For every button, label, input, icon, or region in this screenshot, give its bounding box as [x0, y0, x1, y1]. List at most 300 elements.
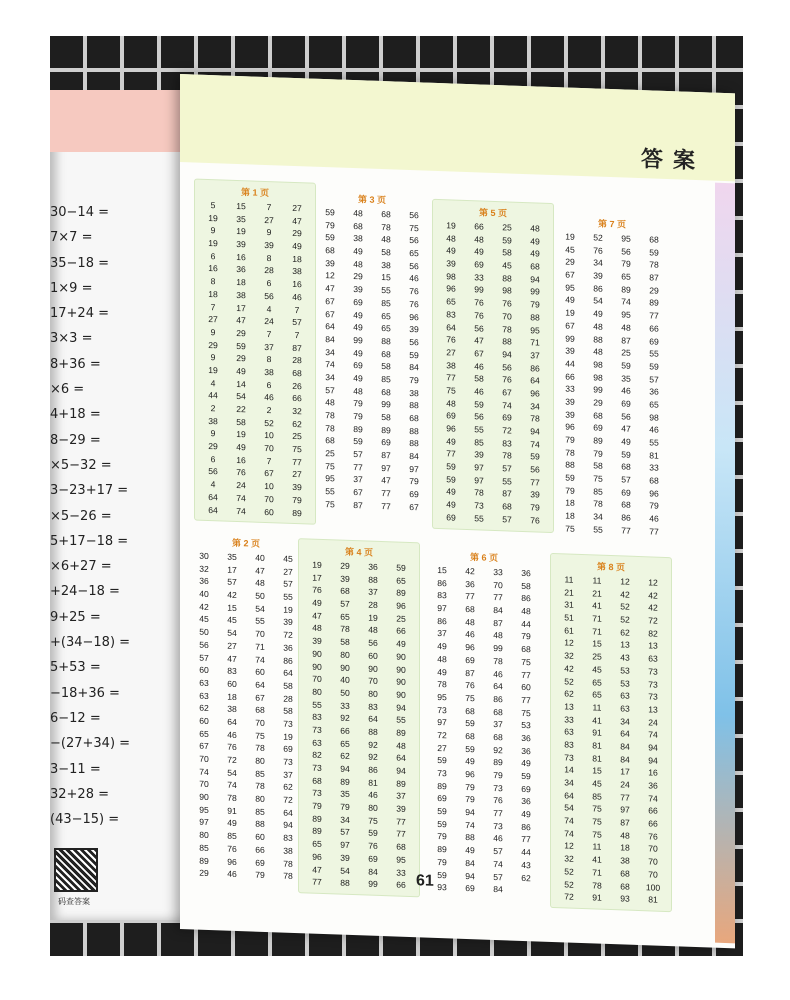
answer-value: 85	[381, 373, 391, 385]
answer-value: 47	[621, 423, 631, 435]
answer-value: 79	[353, 411, 363, 422]
answer-value: 15	[592, 638, 602, 650]
answer-value: 54	[227, 627, 237, 639]
answer-value: 69	[502, 412, 512, 423]
answer-value: 29	[292, 228, 302, 239]
equation: ×6+27 =	[50, 559, 112, 575]
right-page	[180, 74, 735, 948]
answer-value: 88	[502, 273, 512, 284]
answer-value: 48	[353, 258, 363, 270]
answer-value: 59	[565, 472, 575, 483]
answer-value: 57	[292, 317, 302, 328]
answer-value: 72	[502, 425, 512, 436]
answer-value: 73	[283, 718, 293, 729]
equation: 5+17−18 =	[50, 533, 129, 549]
answer-value: 57	[325, 384, 335, 396]
answer-value: 33	[565, 383, 575, 395]
equation: 1×9 =	[50, 280, 93, 296]
answer-value: 77	[493, 808, 503, 819]
answer-value: 55	[649, 348, 659, 359]
answer-value: 13	[620, 639, 630, 651]
answer-value: 58	[502, 247, 512, 258]
answer-value: 48	[621, 322, 631, 333]
answer-value: 68	[465, 705, 475, 716]
answer-value: 37	[368, 586, 378, 598]
answer-value: 49	[474, 246, 484, 257]
answer-value: 74	[502, 399, 512, 411]
answer-value: 59	[446, 461, 456, 472]
answer-value: 15	[381, 272, 391, 283]
answer-value: 90	[396, 651, 406, 662]
answer-value: 89	[312, 826, 322, 837]
answer-value: 83	[502, 437, 512, 449]
answer-value: 6	[266, 379, 272, 390]
equation: (43−15) =	[50, 812, 120, 828]
answer-value: 96	[649, 488, 659, 499]
answer-value: 63	[620, 690, 630, 701]
answer-value: 47	[312, 864, 322, 875]
answer-panel	[186, 530, 306, 887]
answer-value: 66	[648, 805, 658, 817]
answer-value: 22	[236, 403, 246, 415]
answer-value: 96	[465, 768, 475, 780]
answer-value: 77	[381, 500, 391, 512]
answer-value: 47	[227, 653, 237, 664]
answer-value: 34	[530, 400, 540, 412]
answer-value: 83	[564, 739, 574, 750]
answer-value: 39	[340, 573, 350, 584]
answer-value: 63	[648, 653, 658, 664]
answer-value: 88	[340, 877, 350, 889]
answer-value: 38	[620, 855, 630, 866]
answer-value: 14	[236, 378, 246, 389]
answer-value: 59	[409, 349, 419, 360]
answer-value: 97	[474, 462, 484, 473]
answer-value: 39	[353, 284, 363, 295]
answer-value: 69	[465, 883, 475, 894]
answer-value: 69	[621, 398, 631, 409]
answer-value: 42	[648, 590, 658, 601]
answer-value: 79	[565, 485, 575, 496]
answer-value: 79	[530, 299, 540, 310]
answer-value: 46	[227, 729, 237, 740]
answer-value: 48	[521, 605, 531, 617]
answer-value: 68	[396, 841, 406, 853]
answer-value: 96	[396, 600, 406, 611]
answer-value: 96	[409, 311, 419, 322]
answer-value: 90	[199, 791, 209, 803]
answer-value: 34	[593, 257, 603, 269]
answer-value: 71	[255, 641, 265, 652]
answer-value: 45	[502, 260, 512, 271]
answer-value: 53	[620, 665, 630, 676]
answer-value: 88	[593, 333, 603, 345]
answer-grid	[555, 573, 667, 907]
answer-value: 55	[396, 714, 406, 726]
answer-value: 39	[565, 396, 575, 407]
answer-value: 89	[199, 855, 209, 866]
answer-value: 68	[649, 234, 659, 245]
answer-value: 35	[236, 213, 246, 224]
answer-value: 73	[648, 678, 658, 690]
answer-value: 89	[621, 284, 631, 295]
answer-value: 95	[325, 473, 335, 484]
answer-value: 73	[493, 782, 503, 793]
answer-value: 47	[255, 565, 265, 576]
answer-value: 9	[210, 352, 216, 363]
answer-value: 37	[493, 719, 503, 730]
answer-value: 36	[521, 732, 531, 744]
answer-value: 6	[210, 250, 216, 261]
answer-value: 75	[592, 816, 602, 827]
answer-value: 19	[283, 731, 293, 742]
answer-value: 48	[353, 208, 363, 219]
answer-value: 74	[199, 766, 209, 777]
answer-value: 70	[502, 311, 512, 322]
answer-value: 36	[465, 578, 475, 589]
answer-value: 90	[396, 664, 406, 675]
answer-value: 36	[368, 561, 378, 572]
answer-value: 46	[409, 273, 419, 284]
answer-value: 97	[620, 804, 630, 816]
answer-value: 59	[465, 743, 475, 754]
answer-value: 81	[592, 740, 602, 751]
answer-value: 48	[593, 346, 603, 357]
answer-value: 78	[255, 742, 265, 754]
answer-value: 50	[255, 590, 265, 602]
answer-value: 18	[565, 497, 575, 509]
answer-value: 69	[621, 487, 631, 498]
answer-value: 90	[312, 648, 322, 659]
answer-value: 45	[592, 664, 602, 675]
answer-value: 18	[565, 510, 575, 521]
answer-value: 56	[409, 336, 419, 348]
answer-value: 46	[227, 868, 237, 880]
answer-value: 90	[396, 676, 406, 688]
answer-value: 12	[564, 840, 574, 852]
answer-value: 65	[340, 611, 350, 622]
answer-value: 68	[381, 348, 391, 359]
answer-value: 59	[474, 398, 484, 410]
answer-value: 56	[264, 290, 274, 302]
answer-value: 65	[199, 728, 209, 739]
answer-value: 79	[493, 769, 503, 781]
answer-value: 83	[446, 309, 456, 320]
answer-value: 69	[368, 853, 378, 864]
answer-value: 78	[255, 781, 265, 792]
answer-value: 42	[199, 601, 209, 612]
answer-value: 49	[236, 365, 246, 377]
answer-value: 86	[530, 362, 540, 374]
answer-value: 94	[340, 763, 350, 774]
answer-value: 76	[409, 286, 419, 297]
answer-value: 49	[530, 235, 540, 247]
answer-value: 68	[649, 475, 659, 486]
answer-value: 84	[465, 857, 475, 869]
answer-value: 65	[592, 689, 602, 700]
answer-value: 39	[264, 240, 274, 251]
answer-value: 2	[266, 405, 272, 416]
answer-value: 78	[283, 870, 293, 882]
answer-value: 66	[474, 221, 484, 232]
answer-value: 32	[199, 563, 209, 574]
answer-value: 83	[227, 665, 237, 677]
answer-value: 32	[564, 650, 574, 661]
answer-value: 7	[294, 304, 300, 315]
answer-value: 75	[592, 829, 602, 840]
answer-value: 6	[266, 278, 272, 289]
answer-value: 68	[292, 367, 302, 379]
answer-value: 69	[521, 783, 531, 794]
answer-value: 98	[593, 371, 603, 383]
answer-value: 33	[474, 272, 484, 283]
answer-value: 81	[368, 777, 378, 788]
answer-value: 30	[199, 550, 209, 562]
answer-value: 75	[325, 498, 335, 510]
answer-value: 50	[199, 626, 209, 638]
equation-list	[50, 200, 200, 832]
answer-value: 98	[502, 285, 512, 297]
answer-value: 42	[620, 589, 630, 600]
answer-value: 16	[208, 263, 218, 274]
answer-value: 57	[340, 827, 350, 838]
answer-value: 62	[564, 688, 574, 699]
answer-value: 55	[593, 524, 603, 535]
answer-value: 36	[283, 642, 293, 653]
answer-value: 56	[621, 246, 631, 257]
answer-value: 60	[368, 650, 378, 661]
equation: 30−14 =	[50, 205, 110, 220]
answer-value: 28	[283, 693, 293, 704]
answer-value: 34	[564, 777, 574, 788]
answer-value: 59	[325, 207, 335, 218]
answer-value: 35	[227, 551, 237, 562]
answer-value: 17	[227, 564, 237, 575]
answer-value: 73	[312, 762, 322, 773]
answer-value: 85	[474, 436, 484, 448]
answer-value: 27	[292, 469, 302, 480]
answer-value: 58	[474, 373, 484, 384]
answer-value: 25	[621, 347, 631, 358]
answer-value: 80	[199, 829, 209, 841]
answer-value: 64	[493, 681, 503, 692]
answer-value: 49	[521, 758, 531, 769]
answer-value: 44	[565, 358, 575, 369]
answer-value: 69	[283, 743, 293, 755]
answer-value: 96	[312, 851, 322, 862]
answer-value: 49	[565, 294, 575, 306]
answer-value: 69	[446, 512, 456, 523]
answer-value: 78	[227, 792, 237, 804]
answer-value: 86	[437, 615, 447, 627]
answer-value: 42	[227, 589, 237, 601]
answer-value: 98	[593, 359, 603, 370]
answer-value: 59	[353, 436, 363, 447]
answer-value: 29	[593, 397, 603, 408]
answer-grid	[303, 558, 415, 892]
answer-value: 85	[255, 806, 265, 817]
answer-value: 34	[620, 715, 630, 727]
answer-value: 59	[649, 361, 659, 372]
answer-value: 49	[446, 245, 456, 257]
answer-value: 94	[396, 702, 406, 713]
answer-value: 48	[620, 830, 630, 841]
answer-value: 52	[620, 601, 630, 613]
answer-value: 58	[593, 460, 603, 472]
answer-value: 66	[649, 323, 659, 334]
answer-value: 58	[381, 412, 391, 423]
qr-caption: 码查答案	[58, 897, 90, 906]
answer-value: 36	[199, 576, 209, 587]
equation: ×5−32 =	[50, 457, 112, 473]
answer-value: 56	[199, 639, 209, 650]
answer-value: 48	[474, 233, 484, 245]
answer-value: 79	[649, 500, 659, 512]
answer-value: 58	[381, 361, 391, 372]
answer-value: 96	[530, 388, 540, 399]
answer-value: 18	[208, 288, 218, 300]
answer-value: 48	[437, 653, 447, 665]
answer-value: 33	[649, 462, 659, 474]
answer-value: 77	[621, 525, 631, 536]
answer-value: 48	[465, 616, 475, 628]
answer-value: 18	[292, 253, 302, 265]
answer-value: 19	[565, 307, 575, 318]
answer-value: 96	[565, 421, 575, 433]
answer-panel	[432, 199, 554, 533]
answer-value: 48	[530, 223, 540, 234]
answer-value: 74	[564, 828, 574, 839]
answer-value: 6	[210, 453, 216, 464]
answer-value: 78	[502, 323, 512, 335]
answer-value: 49	[227, 818, 237, 829]
answer-value: 42	[465, 565, 475, 577]
answer-value: 67	[474, 348, 484, 359]
answer-value: 12	[620, 576, 630, 587]
answer-value: 42	[564, 663, 574, 674]
answer-value: 80	[340, 649, 350, 660]
answer-value: 49	[353, 246, 363, 257]
answer-value: 57	[353, 449, 363, 460]
answer-value: 39	[396, 803, 406, 814]
answer-value: 74	[236, 492, 246, 504]
answer-value: 99	[368, 878, 378, 890]
answer-value: 46	[292, 291, 302, 303]
answer-value: 89	[593, 435, 603, 446]
answer-value: 19	[208, 212, 218, 224]
answer-value: 79	[255, 869, 265, 881]
answer-value: 99	[353, 334, 363, 346]
answer-value: 56	[530, 464, 540, 475]
answer-grid	[190, 549, 302, 883]
answer-value: 29	[340, 560, 350, 571]
answer-value: 25	[592, 651, 602, 662]
answer-value: 79	[565, 434, 575, 445]
answer-value: 65	[649, 399, 659, 410]
answer-value: 36	[521, 796, 531, 807]
answer-value: 98	[649, 412, 659, 423]
answer-value: 77	[521, 694, 531, 706]
answer-value: 68	[255, 704, 265, 716]
answer-value: 38	[353, 233, 363, 244]
answer-value: 51	[564, 612, 574, 623]
answer-panel	[194, 178, 316, 524]
answer-value: 62	[199, 702, 209, 714]
answer-value: 93	[620, 893, 630, 904]
equation: ×5−26 =	[50, 508, 112, 524]
answer-value: 71	[592, 626, 602, 637]
answer-value: 88	[368, 574, 378, 585]
answer-value: 79	[340, 801, 350, 812]
answer-value: 34	[325, 372, 335, 383]
answer-value: 59	[325, 232, 335, 243]
answer-value: 34	[325, 346, 335, 357]
answer-value: 67	[502, 387, 512, 398]
answer-value: 7	[266, 328, 272, 340]
answer-value: 56	[474, 322, 484, 334]
answer-value: 96	[446, 283, 456, 295]
answer-value: 59	[465, 718, 475, 729]
answer-value: 18	[236, 277, 246, 288]
answer-value: 78	[493, 655, 503, 667]
answer-value: 24	[236, 480, 246, 491]
answer-value: 86	[621, 512, 631, 523]
answer-value: 60	[255, 666, 265, 678]
answer-value: 48	[353, 385, 363, 397]
answer-value: 78	[474, 487, 484, 499]
answer-grid	[316, 206, 428, 514]
answer-value: 87	[649, 272, 659, 283]
answer-value: 53	[620, 677, 630, 689]
answer-value: 69	[255, 857, 265, 868]
answer-value: 38	[227, 703, 237, 715]
answer-value: 56	[368, 637, 378, 649]
answer-value: 65	[396, 575, 406, 586]
answer-value: 84	[325, 333, 335, 345]
answer-value: 46	[493, 668, 503, 679]
answer-value: 73	[437, 704, 447, 715]
answer-value: 96	[227, 856, 237, 867]
panel-title: 第 5 页	[478, 207, 507, 219]
answer-value: 97	[437, 603, 447, 614]
answer-value: 39	[340, 852, 350, 863]
answer-value: 60	[264, 506, 274, 517]
answer-panel	[312, 187, 432, 519]
answer-value: 76	[474, 310, 484, 321]
answer-value: 49	[353, 347, 363, 358]
answer-value: 49	[437, 666, 447, 677]
answer-value: 11	[592, 841, 602, 853]
answer-value: 19	[446, 220, 456, 231]
answer-value: 94	[648, 742, 658, 753]
answer-value: 53	[521, 720, 531, 731]
answer-value: 64	[530, 375, 540, 386]
answer-value: 74	[325, 359, 335, 370]
answer-value: 10	[264, 481, 274, 492]
answer-value: 75	[409, 222, 419, 234]
answer-value: 49	[621, 436, 631, 447]
answer-value: 57	[502, 514, 512, 525]
answer-value: 49	[292, 240, 302, 252]
answer-value: 90	[312, 661, 322, 672]
answer-value: 83	[312, 711, 322, 723]
answer-value: 93	[437, 882, 447, 893]
answer-value: 76	[465, 680, 475, 691]
answer-value: 77	[530, 476, 540, 488]
answer-value: 48	[593, 321, 603, 332]
answer-value: 88	[381, 335, 391, 347]
answer-value: 66	[565, 371, 575, 382]
